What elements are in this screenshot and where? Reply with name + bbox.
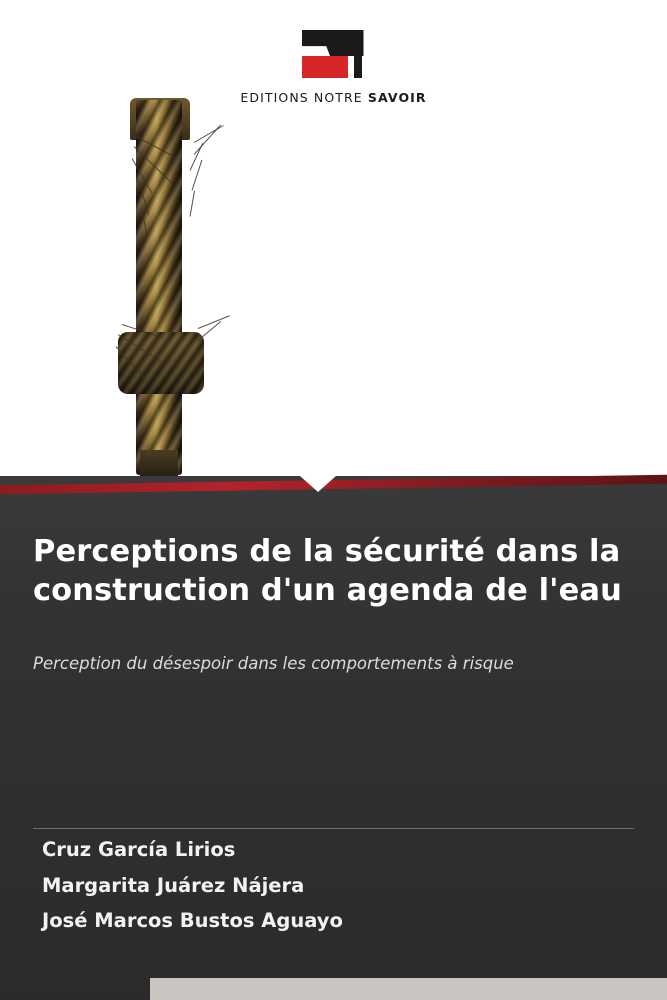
author-name: José Marcos Bustos Aguayo [42,909,343,932]
publisher-name-bold: SAVOIR [367,90,427,105]
author-list [42,840,632,947]
book-logo-icon [296,30,372,80]
book-title: Perceptions de la sécurité dans la construction d'un agenda de l'eau [33,534,622,609]
band-notch [300,476,336,492]
bottom-plate [150,978,667,1000]
rope-fray [98,128,228,358]
publisher-branding [0,30,667,105]
divider [33,828,634,829]
author-name: Cruz García Lirios [42,838,236,861]
publisher-name-light: EDITIONS NOTRE [240,90,368,105]
braided-rope-photo [88,100,228,490]
book-subtitle: Perception du désespoir dans les comportements à risque [33,654,514,673]
author-name: Margarita Juárez Nájera [42,873,305,897]
cover-top-area [0,0,667,480]
